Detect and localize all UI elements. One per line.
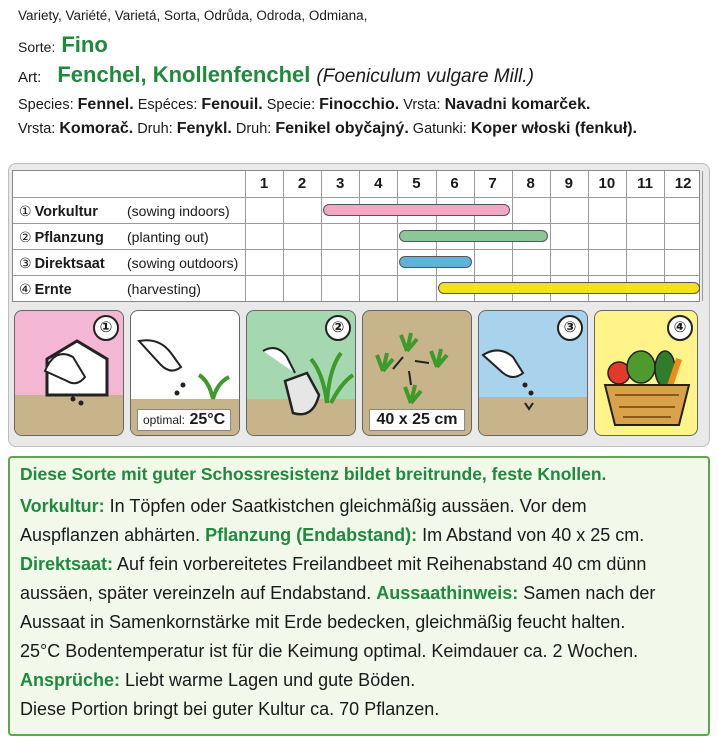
description-text: In Töpfen oder Saatkistchen gleichmäßig aussäen. Vor dem: [104, 496, 587, 516]
species-line-2: [18, 120, 637, 138]
tile-harvesting: [594, 310, 698, 436]
sorte-label: Sorte:: [18, 39, 56, 55]
species-value: Fenouil.: [201, 96, 263, 113]
species-value: Komorač.: [59, 120, 134, 137]
calendar-row-pflanzung: [19, 229, 209, 246]
species-label: Specie:: [266, 97, 316, 113]
species-label: Species:: [18, 97, 74, 113]
species-line-1: [18, 96, 590, 114]
species-label: Gatunki:: [412, 121, 467, 137]
section-label: Direktsaat:: [20, 554, 114, 574]
sorte-line: [18, 32, 108, 58]
description-box: [8, 456, 710, 736]
description-line: [20, 670, 415, 691]
description-line: [20, 554, 646, 575]
calendar-row-ernte: [19, 281, 201, 298]
species-label: Druh:: [235, 121, 272, 137]
grid-line: [13, 275, 699, 276]
row-name: Vorkultur: [34, 204, 98, 220]
section-label: Pflanzung (Endabstand):: [205, 525, 418, 545]
latin-name: (Foeniculum vulgare Mill.): [316, 66, 534, 87]
period-bar-pflanzung: [399, 230, 547, 242]
species-value: Fenikel obyčajný.: [275, 120, 409, 137]
species-value: Fenykl.: [176, 120, 232, 137]
tile-sowing-indoors: [14, 310, 124, 436]
sorte-value: Fino: [61, 32, 108, 57]
badge-2: ②: [325, 315, 351, 341]
description-line: 25°C Bodentemperatur ist für die Keimung optimal. Keimdauer ca. 2 Wochen.: [20, 641, 639, 661]
species-value: Fennel.: [77, 96, 134, 113]
description-text: Auf fein vorbereitetes Freilandbeet mit Reihenabstand 40 cm dünn: [113, 554, 647, 574]
optimal-temp-value: 25°C: [189, 411, 226, 428]
optimal-temp-label: [137, 409, 231, 431]
species-value: Koper włoski (fenkuł).: [470, 120, 638, 137]
month-number: 12: [674, 175, 692, 192]
row-english: (sowing indoors): [127, 203, 230, 219]
row-name: Pflanzung: [34, 230, 104, 246]
grid-line: [13, 223, 699, 224]
month-number: 10: [598, 175, 616, 192]
row-number: ③: [19, 255, 32, 271]
tile-spacing: [362, 310, 472, 436]
art-value: Fenchel, Knollenfenchel: [57, 62, 311, 87]
description-line: [20, 525, 644, 546]
description-text: Liebt warme Lagen und gute Böden.: [120, 670, 416, 690]
row-number: ④: [19, 281, 32, 297]
row-name: Direktsaat: [34, 256, 105, 272]
period-bar-vorkultur: [323, 204, 510, 216]
section-label: Aussaathinweis:: [376, 583, 519, 603]
species-label: Vrsta:: [18, 121, 56, 137]
row-english: (planting out): [127, 229, 209, 245]
description-line: Diese Portion bringt bei guter Kultur ca. 70 Pflanzen.: [20, 699, 440, 719]
grid-line: [13, 197, 699, 198]
badge-4: ④: [667, 315, 693, 341]
row-number: ②: [19, 229, 32, 245]
grid-line: [702, 171, 703, 301]
month-number: 8: [526, 175, 535, 192]
species-label: Espéces:: [137, 97, 198, 113]
sowing-calendar: [12, 170, 700, 302]
month-number: 1: [259, 175, 269, 192]
tile-planting-out: [246, 310, 356, 436]
month-number: 5: [412, 175, 421, 192]
description-text: Im Abstand von 40 x 25 cm.: [417, 525, 645, 545]
section-label: Ansprüche:: [20, 670, 121, 690]
description-line: [20, 583, 655, 604]
art-line: [18, 62, 534, 88]
badge-1: ①: [93, 315, 119, 341]
species-label: Vrsta:: [403, 97, 441, 113]
month-number: 11: [637, 175, 653, 192]
species-label: Druh:: [137, 121, 173, 137]
description-line: [20, 496, 587, 517]
month-number: 4: [374, 175, 383, 192]
month-number: 2: [297, 175, 307, 192]
calendar-row-direktsaat: [19, 255, 239, 272]
tile-sowing-outdoors: [478, 310, 588, 436]
month-number: 3: [336, 175, 345, 192]
row-english: (harvesting): [127, 281, 201, 297]
section-label: Vorkultur:: [20, 496, 105, 516]
row-english: (sowing outdoors): [127, 255, 239, 271]
description-line: Aussaat in Samenkornstärke mit Erde bedecken, gleichmäßig feucht halten.: [20, 612, 626, 632]
description-headline: Diese Sorte mit guter Schossresistenz bildet breitrunde, feste Knollen.: [20, 464, 607, 484]
tile-optimal-temperature: [130, 310, 240, 436]
period-bar-direktsaat: [399, 256, 471, 268]
description-text: aussäen, später vereinzeln auf Endabstand.: [20, 583, 377, 603]
variety-line: Variety, Variété, Varietá, Sorta, Odrůda, Odroda, Odmiana,: [18, 8, 368, 23]
species-value: Finocchio.: [319, 96, 400, 113]
row-name: Ernte: [34, 282, 72, 298]
grid-line: [13, 249, 699, 250]
species-value: Navadni komarček.: [444, 96, 591, 113]
spacing-label: 40 x 25 cm: [369, 409, 465, 431]
description-text: Auspflanzen abhärten.: [20, 525, 206, 545]
description-text: Samen nach der: [518, 583, 656, 603]
month-number: 9: [564, 175, 573, 192]
art-label: Art:: [18, 69, 42, 86]
row-number: ①: [19, 203, 32, 219]
badge-3: ③: [557, 315, 583, 341]
month-number: 6: [450, 175, 459, 192]
period-bar-ernte: [438, 282, 701, 294]
calendar-row-vorkultur: [19, 203, 230, 220]
optimal-label: optimal:: [143, 413, 186, 427]
month-number: 7: [488, 175, 497, 192]
